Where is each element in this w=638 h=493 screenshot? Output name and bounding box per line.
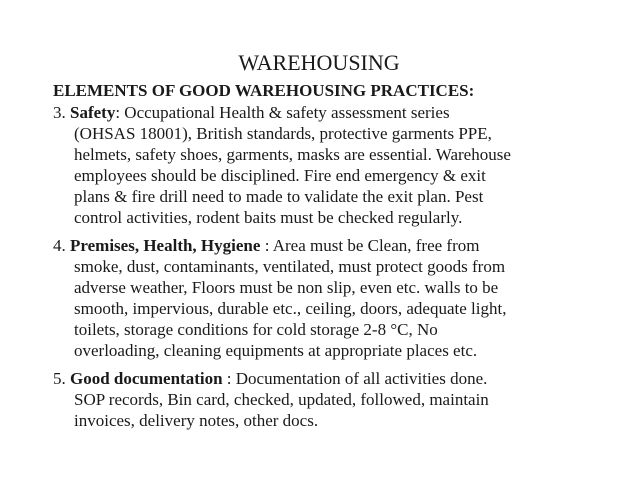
item-line: plans & fire drill need to made to validate the exit plan. Pest — [74, 187, 484, 207]
item-line: adverse weather, Floors must be non slip, even etc. walls to be — [74, 278, 499, 298]
item-first-text: : Area must be Clean, free from — [260, 236, 480, 255]
slide-title: WAREHOUSING — [238, 50, 400, 75]
item-line: SOP records, Bin card, checked, updated, followed, maintain — [74, 390, 489, 410]
item-line: helmets, safety shoes, garments, masks are essential. Warehouse — [74, 145, 511, 165]
list-item-safety — [53, 102, 511, 229]
section-heading: ELEMENTS OF GOOD WAREHOUSING PRACTICES: — [53, 81, 475, 100]
item-line: smooth, impervious, durable etc., ceiling, doors, adequate light, — [74, 299, 507, 319]
item-first-line — [53, 102, 511, 123]
item-first-text: : Documentation of all activities done. — [222, 369, 488, 388]
item-line: smoke, dust, contaminants, ventilated, must protect goods from — [74, 257, 506, 277]
list-item-documentation — [53, 368, 489, 431]
item-first-line — [53, 368, 489, 389]
item-number: 3. — [53, 103, 66, 122]
list-item-premises — [53, 235, 506, 362]
item-line: control activities, rodent baits must be checked regularly. — [74, 208, 463, 228]
item-number: 4. — [53, 236, 66, 255]
item-line: overloading, cleaning equipments at appropriate places etc. — [74, 341, 478, 361]
item-line: invoices, delivery notes, other docs. — [74, 411, 319, 431]
item-term: Good documentation — [70, 369, 223, 388]
item-first-text: : Occupational Health & safety assessment series — [115, 103, 450, 122]
item-first-line — [53, 235, 506, 256]
item-line: employees should be disciplined. Fire end emergency & exit — [74, 166, 486, 186]
item-number: 5. — [53, 369, 66, 388]
item-line: (OHSAS 18001), British standards, protective garments PPE, — [74, 124, 492, 144]
item-term: Premises, Health, Hygiene — [70, 236, 261, 255]
item-line: toilets, storage conditions for cold storage 2-8 °C, No — [74, 320, 438, 340]
item-term: Safety — [70, 103, 116, 122]
